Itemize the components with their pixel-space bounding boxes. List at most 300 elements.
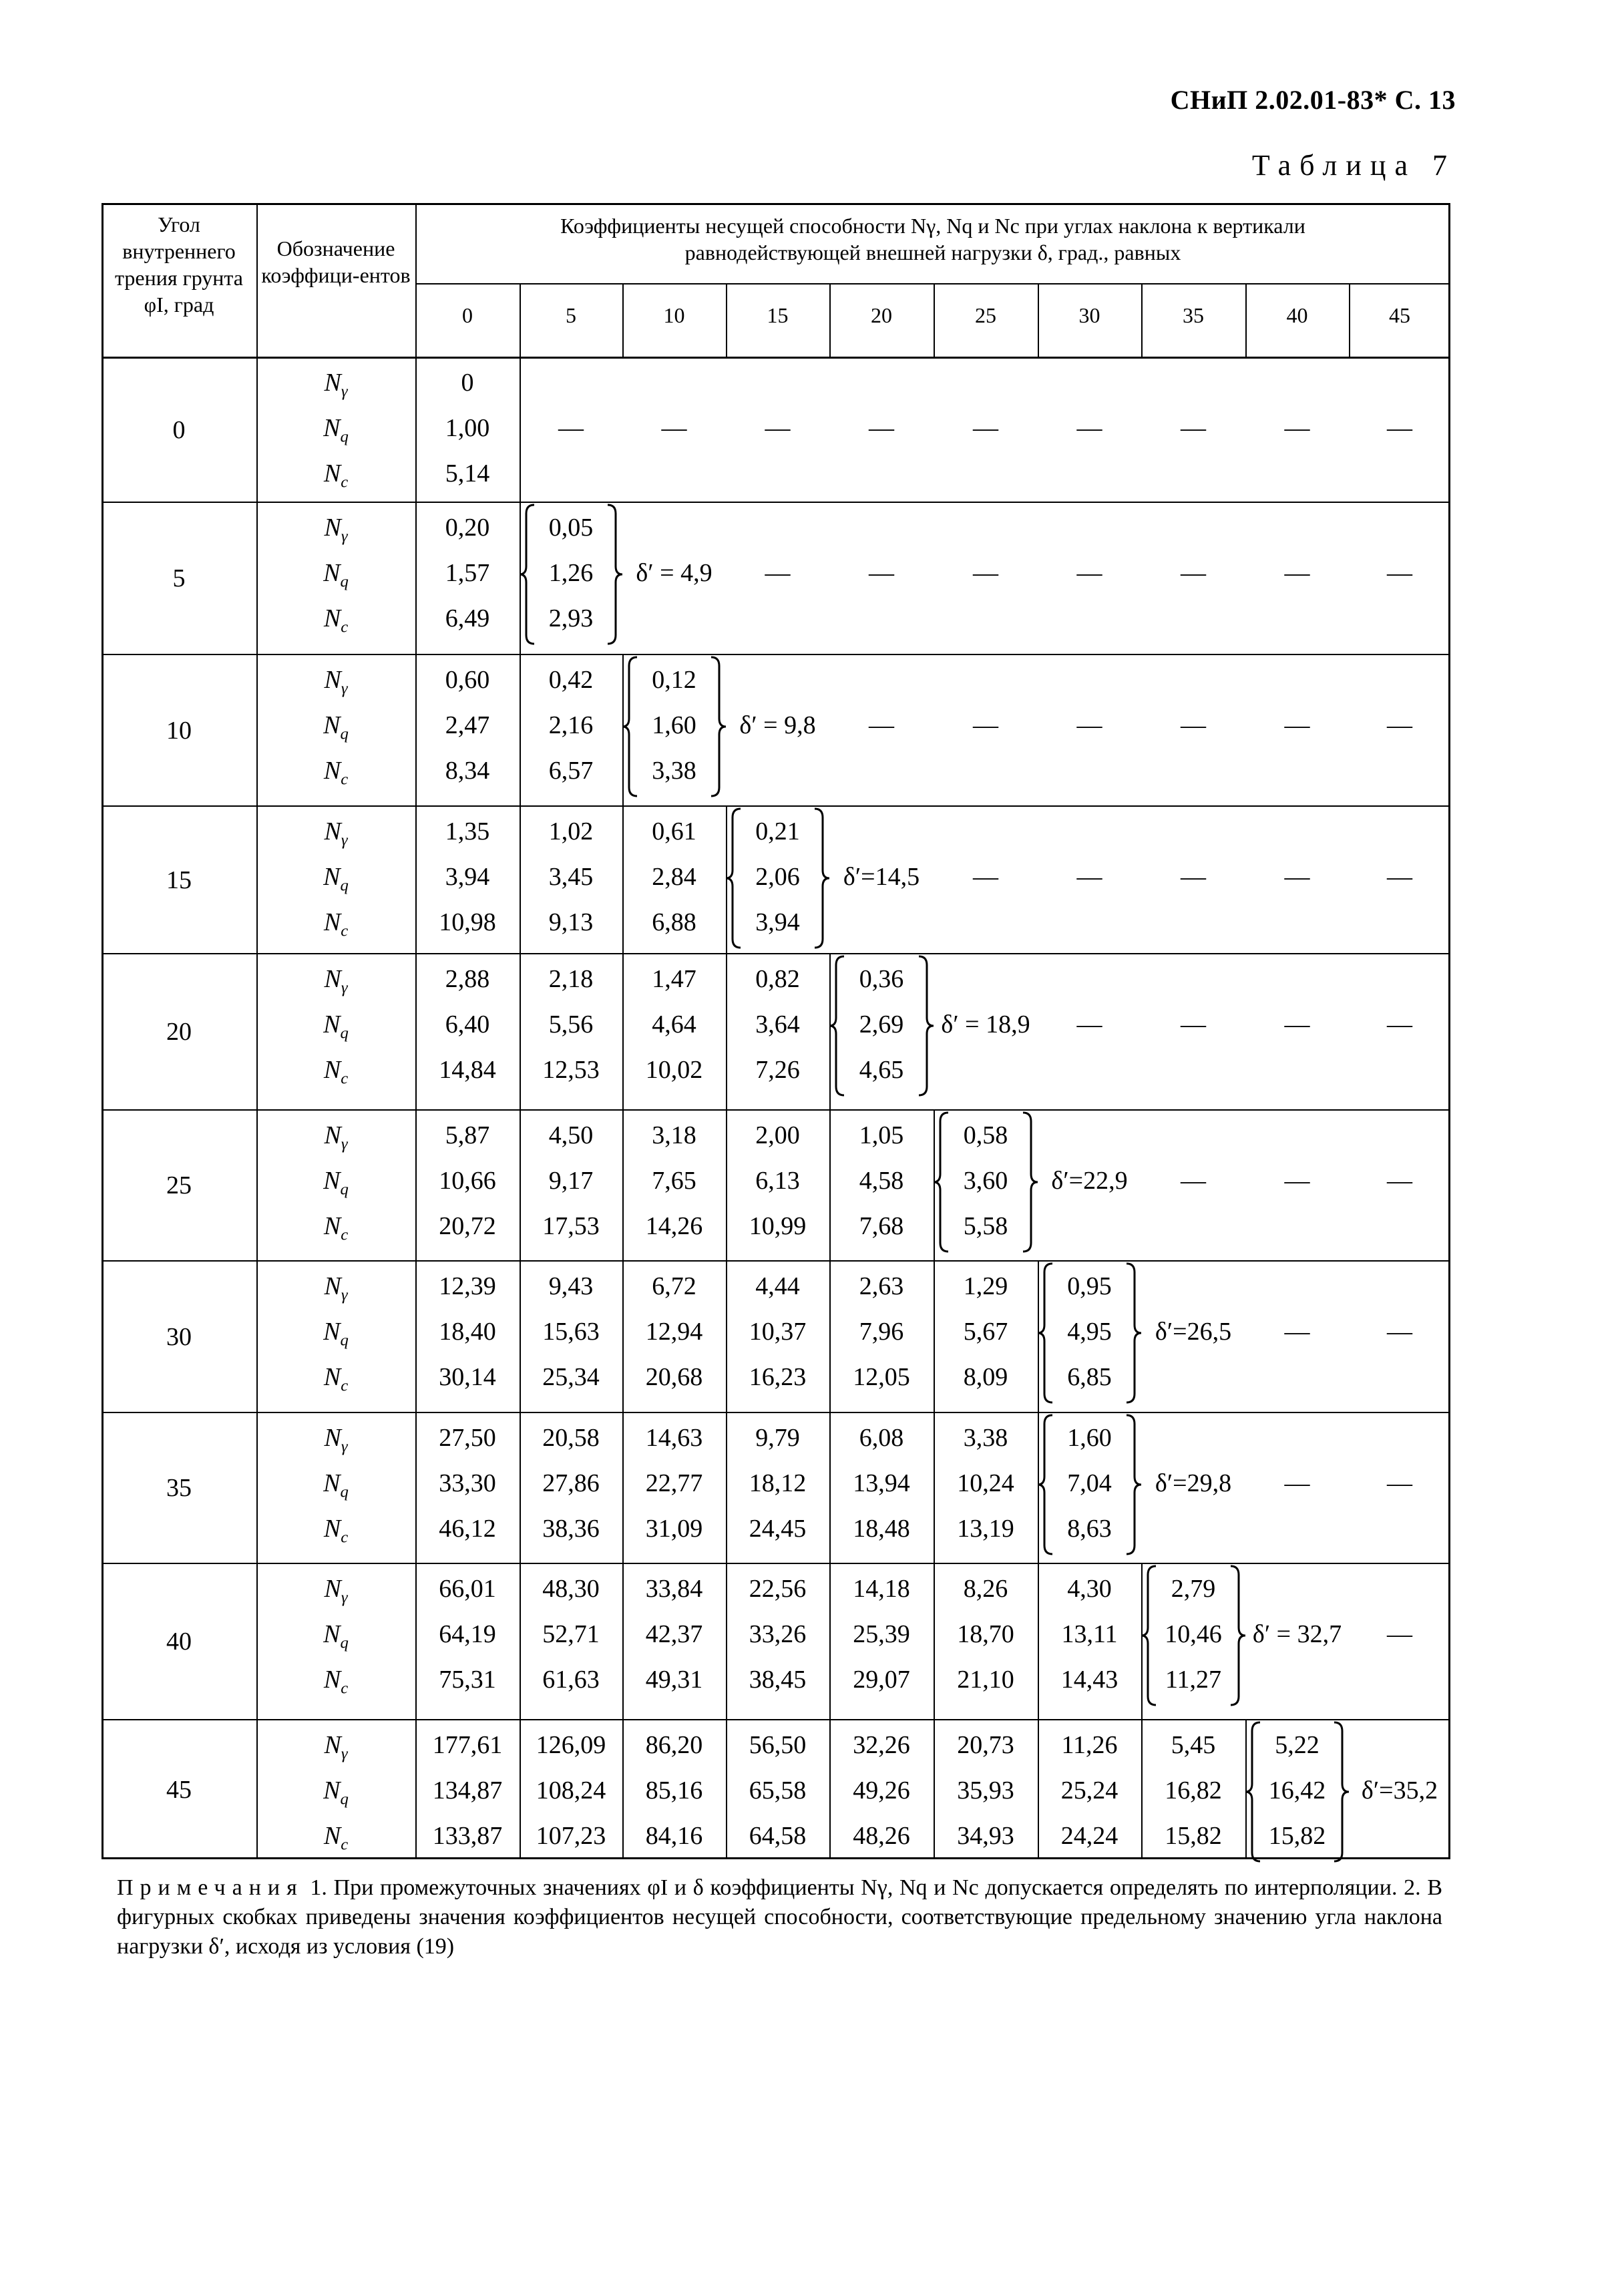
delta-prime: δ′=35,2 bbox=[1361, 1776, 1438, 1805]
dash: — bbox=[1284, 414, 1310, 442]
curly-brace bbox=[622, 655, 726, 798]
bracket-value: 0,95 bbox=[1067, 1272, 1112, 1300]
dash: — bbox=[1387, 863, 1412, 891]
row-rule bbox=[102, 654, 1450, 655]
coef-value: 9,43 bbox=[548, 1272, 594, 1300]
dash: — bbox=[1181, 414, 1206, 442]
coef-value: 6,49 bbox=[445, 604, 490, 632]
phi-value: 30 bbox=[166, 1322, 192, 1351]
dash: — bbox=[1284, 711, 1310, 739]
col-rule bbox=[622, 1563, 624, 1719]
coef-value: 20,72 bbox=[439, 1212, 496, 1240]
curly-brace bbox=[934, 1111, 1038, 1254]
coef-name: $N_q$ bbox=[323, 1776, 349, 1809]
coef-value: 64,58 bbox=[749, 1822, 807, 1850]
coef-name: $N_\gamma$ bbox=[324, 817, 348, 849]
coef-value: 33,30 bbox=[439, 1469, 496, 1497]
bracket-value: 2,79 bbox=[1171, 1575, 1216, 1603]
coef-value: 10,98 bbox=[439, 908, 496, 936]
coef-value: 4,44 bbox=[755, 1272, 800, 1300]
col-rule bbox=[726, 1260, 727, 1412]
coef-name: $N_c$ bbox=[323, 604, 349, 636]
coef-value: 15,82 bbox=[1165, 1822, 1222, 1850]
coef-value: 16,23 bbox=[749, 1363, 807, 1391]
brace-left bbox=[1141, 1566, 1156, 1705]
coef-value: 25,24 bbox=[1060, 1776, 1119, 1805]
dash: — bbox=[1076, 559, 1102, 587]
coef-value: 20,73 bbox=[957, 1731, 1014, 1759]
coef-value: 14,63 bbox=[645, 1424, 703, 1452]
coef-value: 2,00 bbox=[755, 1121, 800, 1149]
brace-left bbox=[520, 505, 534, 644]
col-rule bbox=[829, 1260, 831, 1412]
coef-value: 15,63 bbox=[542, 1318, 600, 1346]
dash: — bbox=[1387, 414, 1412, 442]
coef-name: $N_\gamma$ bbox=[324, 1272, 348, 1304]
coef-value: 84,16 bbox=[645, 1822, 703, 1850]
phi-value: 35 bbox=[166, 1474, 192, 1502]
brace-left bbox=[726, 809, 741, 948]
col-rule bbox=[622, 1260, 624, 1412]
coef-value: 3,45 bbox=[548, 863, 594, 891]
bracket-value: 4,65 bbox=[859, 1056, 904, 1084]
coef-name: $N_q$ bbox=[323, 1318, 349, 1350]
col-rule bbox=[934, 1563, 935, 1719]
header-span bbox=[415, 212, 1450, 266]
coef-value: 13,94 bbox=[853, 1469, 910, 1497]
note-lead: Примечания bbox=[117, 1875, 304, 1900]
col-rule bbox=[1141, 1719, 1143, 1859]
coef-name: $N_c$ bbox=[323, 908, 349, 940]
dash: — bbox=[973, 414, 998, 442]
dash: — bbox=[1181, 1010, 1206, 1038]
coef-value: 49,26 bbox=[853, 1776, 910, 1805]
brace-right bbox=[1334, 1722, 1349, 1861]
coef-name: $N_\gamma$ bbox=[324, 1731, 348, 1763]
brace-left bbox=[934, 1113, 948, 1252]
coef-value: 1,47 bbox=[652, 965, 696, 993]
coef-name: $N_\gamma$ bbox=[324, 666, 348, 698]
coef-value: 6,72 bbox=[652, 1272, 696, 1300]
coef-value: 177,61 bbox=[432, 1731, 503, 1759]
coef-value: 6,40 bbox=[445, 1010, 490, 1038]
col-rule bbox=[934, 1412, 935, 1563]
delta-header: 35 bbox=[1183, 303, 1204, 327]
col-rule bbox=[934, 1719, 935, 1859]
col-rule bbox=[829, 1109, 831, 1260]
delta-header: 5 bbox=[566, 303, 576, 327]
coef-value: 2,88 bbox=[445, 965, 490, 993]
coef-name: $N_q$ bbox=[323, 1010, 349, 1043]
coef-name: $N_q$ bbox=[323, 1469, 349, 1501]
dash: — bbox=[1076, 711, 1102, 739]
coef-value: 10,37 bbox=[749, 1318, 807, 1346]
col-rule bbox=[934, 1260, 935, 1412]
table-rule bbox=[102, 203, 1450, 205]
col-rule bbox=[622, 1719, 624, 1859]
bracket-value: 0,12 bbox=[652, 666, 696, 694]
dash: — bbox=[1181, 863, 1206, 891]
dash: — bbox=[869, 414, 894, 442]
coef-value: 6,88 bbox=[652, 908, 696, 936]
col-rule bbox=[726, 1412, 727, 1563]
table-rule bbox=[102, 203, 104, 1859]
brace-right bbox=[1231, 1566, 1245, 1705]
coef-name: $N_q$ bbox=[323, 1167, 349, 1199]
dash: — bbox=[1284, 1010, 1310, 1038]
col-rule bbox=[726, 953, 727, 1109]
bracket-value: 2,93 bbox=[548, 604, 594, 632]
coef-name: $N_\gamma$ bbox=[324, 1424, 348, 1456]
coef-value: 24,24 bbox=[1060, 1822, 1119, 1850]
bracket-value: 10,46 bbox=[1165, 1620, 1222, 1648]
delta-header: 0 bbox=[462, 303, 473, 327]
curly-brace bbox=[520, 503, 622, 646]
col-rule bbox=[520, 1719, 521, 1859]
dash: — bbox=[558, 414, 584, 442]
brace-right bbox=[1127, 1264, 1141, 1402]
delta-prime: δ′=22,9 bbox=[1051, 1167, 1128, 1195]
phi-value: 25 bbox=[166, 1171, 192, 1199]
coef-name: $N_c$ bbox=[323, 1822, 349, 1854]
table-rule bbox=[934, 283, 935, 357]
brace-right bbox=[919, 956, 934, 1095]
coef-value: 20,58 bbox=[542, 1424, 600, 1452]
col-rule bbox=[1038, 1563, 1039, 1719]
table-rule bbox=[622, 283, 624, 357]
coef-value: 35,93 bbox=[957, 1776, 1014, 1805]
coef-value: 2,16 bbox=[548, 711, 594, 739]
coef-value: 1,57 bbox=[445, 559, 490, 587]
coef-value: 9,79 bbox=[755, 1424, 800, 1452]
dash: — bbox=[869, 559, 894, 587]
coef-value: 9,17 bbox=[548, 1167, 594, 1195]
brace-left bbox=[1038, 1415, 1052, 1554]
coef-name: $N_c$ bbox=[323, 459, 349, 492]
col-rule bbox=[726, 1719, 727, 1859]
col-rule bbox=[520, 953, 521, 1109]
phi-value: 40 bbox=[166, 1628, 192, 1656]
coef-value: 133,87 bbox=[432, 1822, 503, 1850]
dash: — bbox=[1181, 559, 1206, 587]
dash: — bbox=[1076, 863, 1102, 891]
coef-value: 0 bbox=[461, 369, 474, 397]
coef-value: 2,84 bbox=[652, 863, 696, 891]
coef-value: 4,50 bbox=[548, 1121, 594, 1149]
header-designation: Обозначение коэффици-ентов bbox=[261, 236, 411, 287]
coef-value: 1,05 bbox=[859, 1121, 904, 1149]
coef-value: 46,12 bbox=[439, 1515, 496, 1543]
curly-brace bbox=[1038, 1413, 1141, 1556]
coef-value: 7,96 bbox=[859, 1318, 904, 1346]
row-rule bbox=[102, 1563, 1450, 1564]
dash: — bbox=[869, 711, 894, 739]
delta-prime: δ′=29,8 bbox=[1155, 1469, 1232, 1497]
coef-value: 6,57 bbox=[548, 757, 594, 785]
coef-value: 5,45 bbox=[1171, 1731, 1216, 1759]
coef-value: 1,00 bbox=[445, 414, 490, 442]
header-span-line2: равнодействующей внешней нагрузки δ, град., равных bbox=[684, 240, 1181, 264]
bracket-value: 0,58 bbox=[963, 1121, 1008, 1149]
bracket-value: 15,82 bbox=[1268, 1822, 1326, 1850]
coef-name: $N_c$ bbox=[323, 757, 349, 789]
dash: — bbox=[661, 414, 687, 442]
coef-value: 3,38 bbox=[963, 1424, 1008, 1452]
coef-value: 61,63 bbox=[542, 1666, 600, 1694]
row-rule bbox=[102, 1412, 1450, 1413]
coef-value: 22,56 bbox=[749, 1575, 807, 1603]
bracket-value: 6,85 bbox=[1067, 1363, 1112, 1391]
coef-value: 7,26 bbox=[755, 1056, 800, 1084]
col-rule bbox=[622, 953, 624, 1109]
coef-value: 38,36 bbox=[542, 1515, 600, 1543]
coef-value: 18,48 bbox=[853, 1515, 910, 1543]
table-rule bbox=[1349, 283, 1350, 357]
coef-value: 0,60 bbox=[445, 666, 490, 694]
delta-prime: δ′ = 9,8 bbox=[739, 711, 816, 739]
bracket-value: 0,21 bbox=[755, 817, 800, 845]
coef-value: 7,65 bbox=[652, 1167, 696, 1195]
coef-value: 14,26 bbox=[645, 1212, 703, 1240]
table-note bbox=[117, 1873, 1442, 1962]
table-rule bbox=[829, 283, 831, 357]
coef-value: 5,67 bbox=[963, 1318, 1008, 1346]
phi-value: 45 bbox=[166, 1776, 192, 1804]
dash: — bbox=[1284, 1469, 1310, 1497]
delta-prime: δ′ = 32,7 bbox=[1252, 1620, 1342, 1648]
row-rule bbox=[102, 1109, 1450, 1111]
coef-value: 8,09 bbox=[963, 1363, 1008, 1391]
coef-value: 107,23 bbox=[536, 1822, 606, 1850]
brace-right bbox=[711, 657, 726, 796]
dash: — bbox=[1284, 1318, 1310, 1346]
coef-name: $N_\gamma$ bbox=[324, 1575, 348, 1607]
bracket-value: 0,05 bbox=[548, 514, 594, 542]
coef-value: 27,50 bbox=[439, 1424, 496, 1452]
delta-prime: δ′ = 18,9 bbox=[941, 1010, 1030, 1038]
col-rule bbox=[622, 805, 624, 953]
dash: — bbox=[973, 863, 998, 891]
dash: — bbox=[1387, 711, 1412, 739]
coef-value: 22,77 bbox=[645, 1469, 703, 1497]
table-rule bbox=[102, 357, 1450, 359]
coef-value: 42,37 bbox=[645, 1620, 703, 1648]
coef-value: 52,71 bbox=[542, 1620, 600, 1648]
delta-header: 25 bbox=[975, 303, 996, 327]
coef-value: 6,08 bbox=[859, 1424, 904, 1452]
coef-value: 75,31 bbox=[439, 1666, 496, 1694]
coef-value: 0,42 bbox=[548, 666, 594, 694]
coef-value: 25,39 bbox=[853, 1620, 910, 1648]
col-rule bbox=[622, 1412, 624, 1563]
coef-value: 32,26 bbox=[853, 1731, 910, 1759]
coef-value: 65,58 bbox=[749, 1776, 807, 1805]
coef-value: 3,94 bbox=[445, 863, 490, 891]
table-rule bbox=[1245, 283, 1247, 357]
bracket-value: 7,04 bbox=[1067, 1469, 1112, 1497]
bracket-value: 1,60 bbox=[652, 711, 696, 739]
coef-value: 4,30 bbox=[1067, 1575, 1112, 1603]
bracket-value: 11,27 bbox=[1165, 1666, 1222, 1694]
table-rule bbox=[1038, 283, 1039, 357]
coef-value: 85,16 bbox=[645, 1776, 703, 1805]
brace-right bbox=[815, 809, 829, 948]
coef-value: 14,18 bbox=[853, 1575, 910, 1603]
dash: — bbox=[1284, 559, 1310, 587]
coef-value: 2,63 bbox=[859, 1272, 904, 1300]
coef-value: 18,40 bbox=[439, 1318, 496, 1346]
phi-value: 0 bbox=[172, 415, 186, 444]
coef-value: 10,24 bbox=[957, 1469, 1014, 1497]
col-rule bbox=[520, 654, 521, 805]
coef-value: 21,10 bbox=[957, 1666, 1014, 1694]
dash: — bbox=[765, 559, 791, 587]
dash: — bbox=[765, 414, 791, 442]
col-rule bbox=[829, 1719, 831, 1859]
coef-value: 64,19 bbox=[439, 1620, 496, 1648]
coef-value: 17,53 bbox=[542, 1212, 600, 1240]
coef-value: 3,64 bbox=[755, 1010, 800, 1038]
coef-value: 29,07 bbox=[853, 1666, 910, 1694]
col-rule bbox=[520, 1109, 521, 1260]
coef-value: 14,84 bbox=[439, 1056, 496, 1084]
coef-value: 2,18 bbox=[548, 965, 594, 993]
curly-brace bbox=[829, 954, 934, 1097]
coef-name: $N_\gamma$ bbox=[324, 514, 348, 546]
coef-value: 0,20 bbox=[445, 514, 490, 542]
table-rule bbox=[1141, 283, 1143, 357]
bracket-value: 3,38 bbox=[652, 757, 696, 785]
coef-value: 18,12 bbox=[749, 1469, 807, 1497]
coef-name: $N_q$ bbox=[323, 1620, 349, 1652]
header-phi: Угол внутреннего трения грунта φI, град bbox=[115, 212, 243, 317]
brace-left bbox=[829, 956, 844, 1095]
bracket-value: 2,06 bbox=[755, 863, 800, 891]
col-rule bbox=[520, 1563, 521, 1719]
coef-value: 8,34 bbox=[445, 757, 490, 785]
coef-value: 38,45 bbox=[749, 1666, 807, 1694]
dash: — bbox=[1284, 863, 1310, 891]
coef-value: 4,58 bbox=[859, 1167, 904, 1195]
delta-header: 40 bbox=[1286, 303, 1308, 327]
coef-value: 7,68 bbox=[859, 1212, 904, 1240]
bracket-value: 3,60 bbox=[963, 1167, 1008, 1195]
col-rule bbox=[829, 1412, 831, 1563]
delta-header: 20 bbox=[871, 303, 892, 327]
row-rule bbox=[102, 953, 1450, 954]
coef-value: 5,87 bbox=[445, 1121, 490, 1149]
coef-value: 14,43 bbox=[1060, 1666, 1119, 1694]
bracket-value: 1,60 bbox=[1067, 1424, 1112, 1452]
brace-right bbox=[1023, 1113, 1038, 1252]
coef-value: 66,01 bbox=[439, 1575, 496, 1603]
coef-value: 12,39 bbox=[439, 1272, 496, 1300]
brace-left bbox=[1038, 1264, 1052, 1402]
dash: — bbox=[1076, 414, 1102, 442]
coef-value: 34,93 bbox=[957, 1822, 1014, 1850]
table-rule bbox=[1448, 203, 1450, 1859]
coef-value: 13,19 bbox=[957, 1515, 1014, 1543]
delta-header: 45 bbox=[1389, 303, 1410, 327]
coef-name: $N_c$ bbox=[323, 1363, 349, 1395]
row-rule bbox=[102, 502, 1450, 503]
coef-value: 10,02 bbox=[645, 1056, 703, 1084]
dash: — bbox=[1387, 1318, 1412, 1346]
coef-value: 18,70 bbox=[957, 1620, 1014, 1648]
delta-prime: δ′ = 4,9 bbox=[636, 559, 713, 587]
table-rule bbox=[726, 283, 727, 357]
coef-value: 5,14 bbox=[445, 459, 490, 488]
dash: — bbox=[1387, 1620, 1412, 1648]
coef-value: 33,84 bbox=[645, 1575, 703, 1603]
curly-brace bbox=[1038, 1262, 1141, 1404]
coef-name: $N_q$ bbox=[323, 711, 349, 743]
bracket-value: 8,63 bbox=[1067, 1515, 1112, 1543]
coef-value: 48,26 bbox=[853, 1822, 910, 1850]
delta-header: 30 bbox=[1078, 303, 1100, 327]
dash: — bbox=[1387, 559, 1412, 587]
delta-prime: δ′=14,5 bbox=[843, 863, 920, 891]
coef-name: $N_c$ bbox=[323, 1212, 349, 1244]
row-rule bbox=[102, 1260, 1450, 1262]
coef-value: 9,13 bbox=[548, 908, 594, 936]
table-label: Таблица 7 bbox=[1251, 149, 1456, 182]
bracket-value: 1,26 bbox=[548, 559, 594, 587]
dash: — bbox=[973, 559, 998, 587]
bracket-value: 16,42 bbox=[1268, 1776, 1326, 1805]
col-rule bbox=[1038, 1719, 1039, 1859]
coef-value: 13,11 bbox=[1061, 1620, 1118, 1648]
coef-value: 25,34 bbox=[542, 1363, 600, 1391]
coef-value: 0,61 bbox=[652, 817, 696, 845]
coef-value: 86,20 bbox=[645, 1731, 703, 1759]
coef-name: $N_\gamma$ bbox=[324, 965, 348, 997]
curly-brace bbox=[726, 807, 829, 950]
coef-name: $N_q$ bbox=[323, 863, 349, 895]
bracket-value: 5,22 bbox=[1275, 1731, 1320, 1759]
coef-value: 10,66 bbox=[439, 1167, 496, 1195]
dash: — bbox=[973, 711, 998, 739]
coef-value: 24,45 bbox=[749, 1515, 807, 1543]
table-rule bbox=[256, 203, 258, 1859]
phi-value: 15 bbox=[166, 866, 192, 894]
coef-name: $N_\gamma$ bbox=[324, 369, 348, 401]
coef-value: 49,31 bbox=[645, 1666, 703, 1694]
col-rule bbox=[520, 357, 521, 502]
coef-value: 6,13 bbox=[755, 1167, 800, 1195]
coef-value: 12,05 bbox=[853, 1363, 910, 1391]
coef-value: 1,02 bbox=[548, 817, 594, 845]
coef-value: 4,64 bbox=[652, 1010, 696, 1038]
coef-value: 48,30 bbox=[542, 1575, 600, 1603]
coef-value: 1,29 bbox=[963, 1272, 1008, 1300]
coef-name: $N_c$ bbox=[323, 1515, 349, 1547]
col-rule bbox=[520, 1260, 521, 1412]
delta-header: 15 bbox=[767, 303, 789, 327]
phi-value: 10 bbox=[166, 716, 192, 745]
coef-value: 20,68 bbox=[645, 1363, 703, 1391]
brace-left bbox=[1245, 1722, 1260, 1861]
dash: — bbox=[1284, 1167, 1310, 1195]
col-rule bbox=[726, 1563, 727, 1719]
coef-value: 8,26 bbox=[963, 1575, 1008, 1603]
coef-value: 2,47 bbox=[445, 711, 490, 739]
phi-value: 5 bbox=[172, 564, 186, 592]
coef-value: 56,50 bbox=[749, 1731, 807, 1759]
bracket-value: 5,58 bbox=[963, 1212, 1008, 1240]
col-rule bbox=[520, 1412, 521, 1563]
dash: — bbox=[1387, 1469, 1412, 1497]
